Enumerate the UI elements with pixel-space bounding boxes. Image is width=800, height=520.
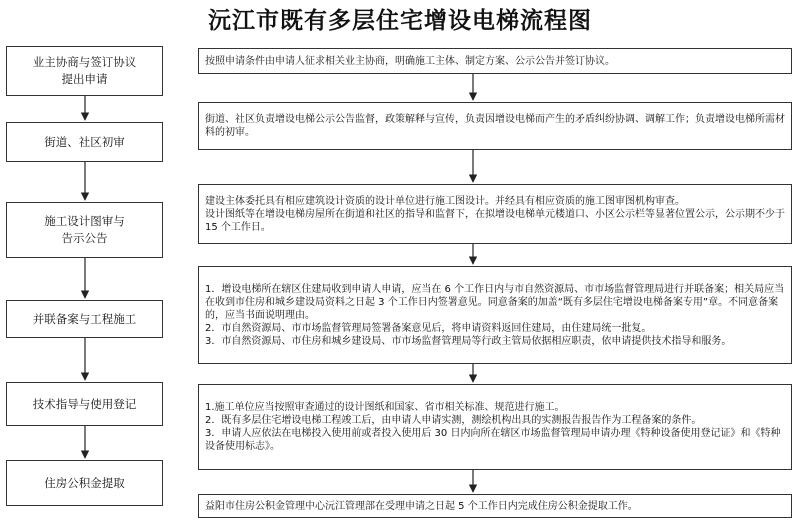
step-box-agreement xyxy=(6,46,163,96)
step-box-initial-review xyxy=(6,122,163,162)
step-label: 施工设计图审与 告示公告 xyxy=(44,214,125,245)
detail-text: 建设主体委托具有相应建筑设计资质的设计单位进行施工图设计。并经具有相应资质的施工图审图机构审查。 xyxy=(205,195,685,207)
detail-text: 3．市自然资源局、市住房和城乡建设局、市市场监督管理局等行政主管局依据相应职责，依申请提供技术指导和服务。 xyxy=(205,335,732,347)
diagram-title: 沅江市既有多层住宅增设电梯流程图 xyxy=(208,7,592,34)
detail-text: 3．申请人应依法在电梯投入使用前或者投入使用后 30 日内向所在辖区市场监督管理局申请办理《特种设备使用登记证》和《特种设备使用标志》。 xyxy=(205,428,781,452)
detail-box-registration xyxy=(198,384,792,470)
detail-text: 1．增设电梯所在辖区住建局收到申请人申请，应当在 6 个工作日内与市自然资源局、市市场监督管理局进行并联备案；相关局应当在收到市住房和城乡建设局资料之日起 3 个工作日内签署意见。同意备案的加盖“既有多层住宅增设电梯备案专用”章。不同意备案的，应当书面说明理由。 xyxy=(205,283,785,321)
step-box-design-review xyxy=(6,202,163,258)
step-label: 街道、社区初审 xyxy=(44,134,125,149)
step-label: 技术指导与使用登记 xyxy=(32,396,137,411)
detail-box-initial-review xyxy=(198,102,792,150)
detail-text: 2．既有多层住宅增设电梯工程竣工后，由申请人申请实测，测绘机构出具的实测报告报告作为工程备案的条件。 xyxy=(205,415,702,426)
detail-text: 2．市自然资源局、市市场监督管理局签署备案意见后，将申请资料返回住建局，由住建局统一批复。 xyxy=(205,322,652,334)
detail-text: 街道、社区负责增设电梯公示公告监督，政策解释与宣传，负责因增设电梯而产生的矛盾纠纷协调、调解工作；负责增设电梯所需材料的初审。 xyxy=(205,114,785,138)
detail-box-fund-withdrawal xyxy=(198,494,792,518)
detail-text: 按照申请条件由申请人征求相关业主协商，明确施工主体、制定方案、公示公告并签订协议。 xyxy=(205,55,615,67)
step-box-registration xyxy=(6,382,163,426)
detail-text: 设计图纸等在增设电梯房屋所在街道和社区的指导和监督下，在拟增设电梯单元楼道口、小区公示栏等显著位置公示，公示期不少于 15 个工作日。 xyxy=(205,208,785,233)
detail-box-design-review xyxy=(198,184,792,244)
detail-text: 益阳市住房公积金管理中心沅江管理部在受理申请之日起 5 个工作日内完成住房公积金提取工作。 xyxy=(205,500,638,512)
step-box-filing-construction xyxy=(6,300,163,338)
step-label: 住房公积金提取 xyxy=(44,475,125,490)
detail-box-filing-construction xyxy=(198,266,792,364)
detail-box-agreement xyxy=(198,48,792,74)
step-label: 并联备案与工程施工 xyxy=(32,311,137,326)
detail-text: 1.施工单位应当按照审查通过的设计图纸和国家、省市相关标准、规范进行施工。 xyxy=(205,402,565,413)
step-box-fund-withdrawal xyxy=(6,460,163,506)
step-label: 业主协商与签订协议 提出申请 xyxy=(32,55,137,86)
